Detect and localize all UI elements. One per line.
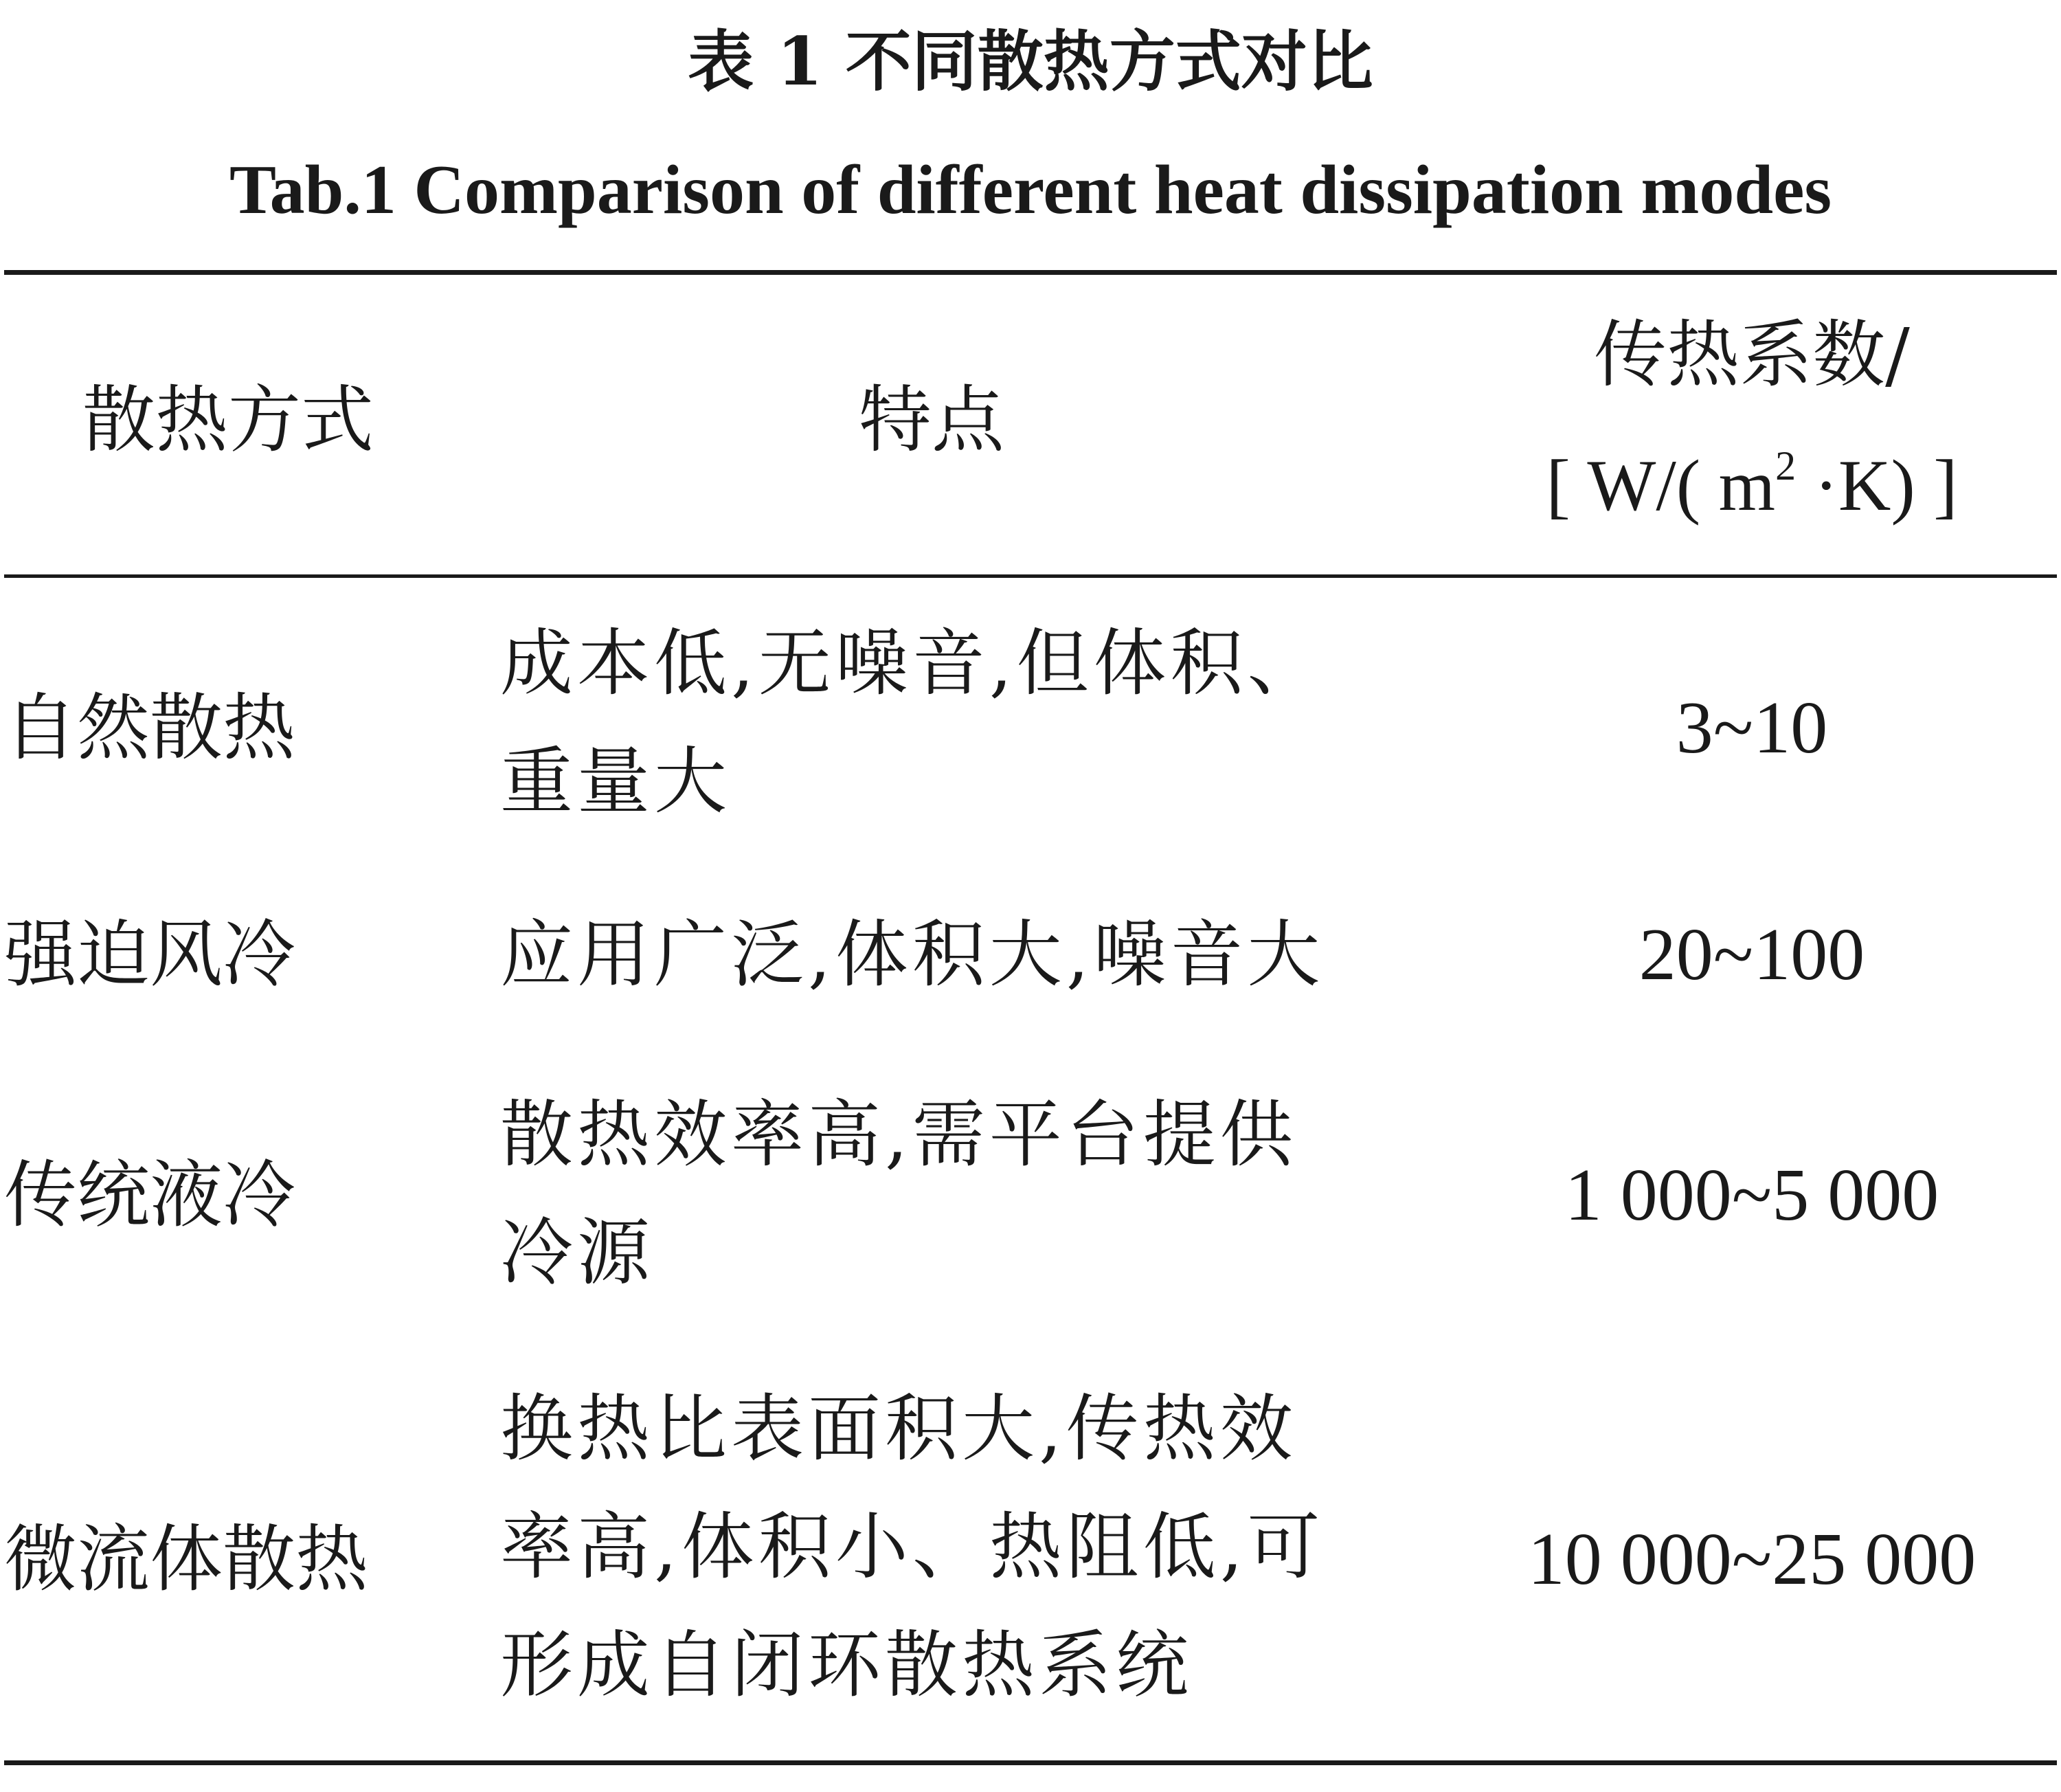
feature-line: 率高,体积小、热阻低,可 xyxy=(500,1505,1325,1589)
row-coef: 1 000~5 000 xyxy=(1564,1154,1939,1236)
row-mode: 自然散热 xyxy=(4,686,295,770)
unit-prefix: [ W/( m xyxy=(1546,445,1776,526)
row-feature xyxy=(500,1370,1393,1725)
header-feature: 特点 xyxy=(859,378,1004,462)
row-mode: 传统液冷 xyxy=(4,1153,295,1237)
row-coef: 10 000~25 000 xyxy=(1527,1519,1976,1600)
row-coef: 20~100 xyxy=(1638,914,1865,996)
row-feature xyxy=(500,896,1393,1014)
row-mode: 强迫风冷 xyxy=(4,912,295,997)
row-mode: 微流体散热 xyxy=(4,1517,368,1602)
feature-line: 成本低,无噪音,但体积、 xyxy=(500,621,1325,706)
header-coef-unit xyxy=(1450,434,2054,537)
header-mode: 散热方式 xyxy=(82,378,374,462)
unit-suffix: ·K) ] xyxy=(1796,445,1958,526)
feature-line: 换热比表面积大,传热效 xyxy=(500,1387,1297,1471)
unit-superscript: 2 xyxy=(1775,443,1797,489)
row-feature xyxy=(500,605,1393,841)
row-coef: 3~10 xyxy=(1676,687,1828,769)
feature-line: 应用广泛,体积大,噪音大 xyxy=(500,912,1325,997)
feature-line: 形成自闭环散热系统 xyxy=(500,1623,1193,1707)
header-coef-label: 传热系数/ xyxy=(1594,313,1910,397)
feature-line: 冷源 xyxy=(500,1211,654,1295)
header-rule xyxy=(4,574,2057,578)
row-feature xyxy=(500,1076,1393,1312)
feature-line: 散热效率高,需平台提供 xyxy=(500,1093,1297,1177)
table-caption-cn: 表 1 不同散热方式对比 xyxy=(688,23,1373,100)
feature-line: 重量大 xyxy=(500,739,731,824)
bottom-rule xyxy=(4,1760,2057,1765)
table-caption-en: Tab.1 Comparison of different heat dissipation modes xyxy=(229,151,1832,229)
top-rule xyxy=(4,270,2057,275)
